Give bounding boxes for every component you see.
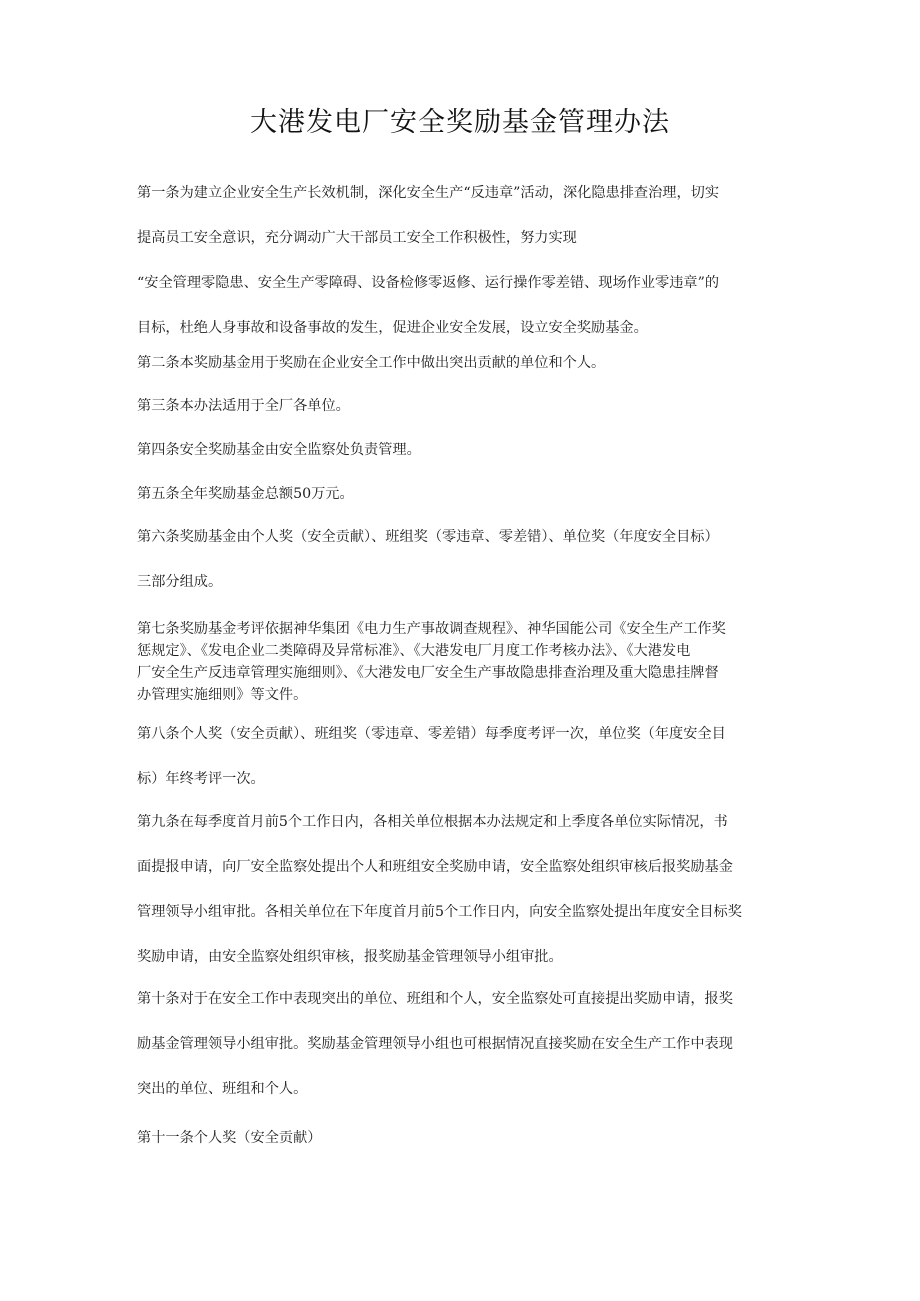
article-7-line-1: 第七条奖励基金考评依据神华集团《电力生产事故调查规程》、神华国能公司《安全生产工作奖 — [137, 621, 726, 637]
article-1-line-3: “安全管理零隐患、安全生产零障碍、设备检修零返修、运行操作零差错、现场作业零违章”的 — [137, 275, 720, 291]
article-10-line-1: 第十条对于在安全工作中表现突出的单位、班组和个人，安全监察处可直接提出奖励申请，报奖 — [137, 991, 733, 1007]
article-9-line-1: 第九条在每季度首月前5个工作日内，各相关单位根据本办法规定和上季度各单位实际情况，书 — [137, 814, 728, 830]
article-9-line-3: 管理领导小组审批。各相关单位在下年度首月前5个工作日内，向安全监察处提出年度安全目标奖 — [137, 904, 742, 920]
article-6 — [137, 515, 789, 605]
article-2-line-1: 第二条本奖励基金用于奖励在企业安全工作中做出突出贡献的单位和个人。 — [137, 355, 606, 371]
article-4 — [137, 428, 789, 473]
article-3 — [137, 384, 789, 429]
article-7-line-2: 惩规定》、《发电企业二类障碍及异常标准》、《大港发电厂月度工作考核办法》、《大港发电 — [137, 643, 691, 659]
article-8 — [137, 712, 789, 802]
article-9 — [137, 800, 789, 980]
article-1 — [137, 171, 789, 351]
article-8-line-2: 标）年终考评一次。 — [137, 771, 265, 787]
article-2 — [137, 341, 789, 386]
article-5-line-1: 第五条全年奖励基金总额50万元。 — [137, 486, 354, 502]
article-9-line-4: 奖励申请，由安全监察处组织审核，报奖励基金管理领导小组审批。 — [137, 949, 563, 965]
article-7-line-3: 厂安全生产反违章管理实施细则》、《大港发电厂安全生产事故隐患排查治理及重大隐患挂牌督 — [137, 665, 719, 681]
article-1-line-1: 第一条为建立企业安全生产长效机制，深化安全生产“反违章”活动，深化隐患排查治理，切实 — [137, 185, 720, 201]
article-9-line-2: 面提报申请，向厂安全监察处提出个人和班组安全奖励申请，安全监察处组织审核后报奖励基金 — [137, 859, 733, 875]
article-7 — [137, 618, 789, 706]
article-1-line-2: 提高员工安全意识，充分调动广大干部员工安全工作积极性，努力实现 — [137, 230, 577, 246]
article-11 — [137, 1116, 789, 1161]
article-1-line-4: 目标，杜绝人身事故和设备事故的发生，促进企业安全发展，设立安全奖励基金。 — [137, 320, 648, 336]
article-10-line-2: 励基金管理领导小组审批。奖励基金管理领导小组也可根据情况直接奖励在安全生产工作中表现 — [137, 1036, 733, 1052]
article-7-line-4: 办管理实施细则》等文件。 — [137, 687, 308, 703]
article-8-line-1: 第八条个人奖（安全贡献）、班组奖（零违章、零差错）每季度考评一次，单位奖（年度安全目 — [137, 726, 726, 742]
article-10-line-3: 突出的单位、班组和个人。 — [137, 1081, 308, 1097]
article-4-line-1: 第四条安全奖励基金由安全监察处负责管理。 — [137, 442, 421, 458]
article-3-line-1: 第三条本办法适用于全厂各单位。 — [137, 398, 350, 414]
article-11-line-1: 第十一条个人奖（安全贡献） — [137, 1130, 322, 1146]
document-title: 大港发电厂安全奖励基金管理办法 — [250, 107, 670, 138]
article-5 — [137, 472, 789, 517]
article-10 — [137, 977, 789, 1112]
article-6-line-1: 第六条奖励基金由个人奖（安全贡献）、班组奖（零违章、零差错）、单位奖（年度安全目标） — [137, 529, 719, 545]
article-6-line-2: 三部分组成。 — [137, 574, 223, 590]
